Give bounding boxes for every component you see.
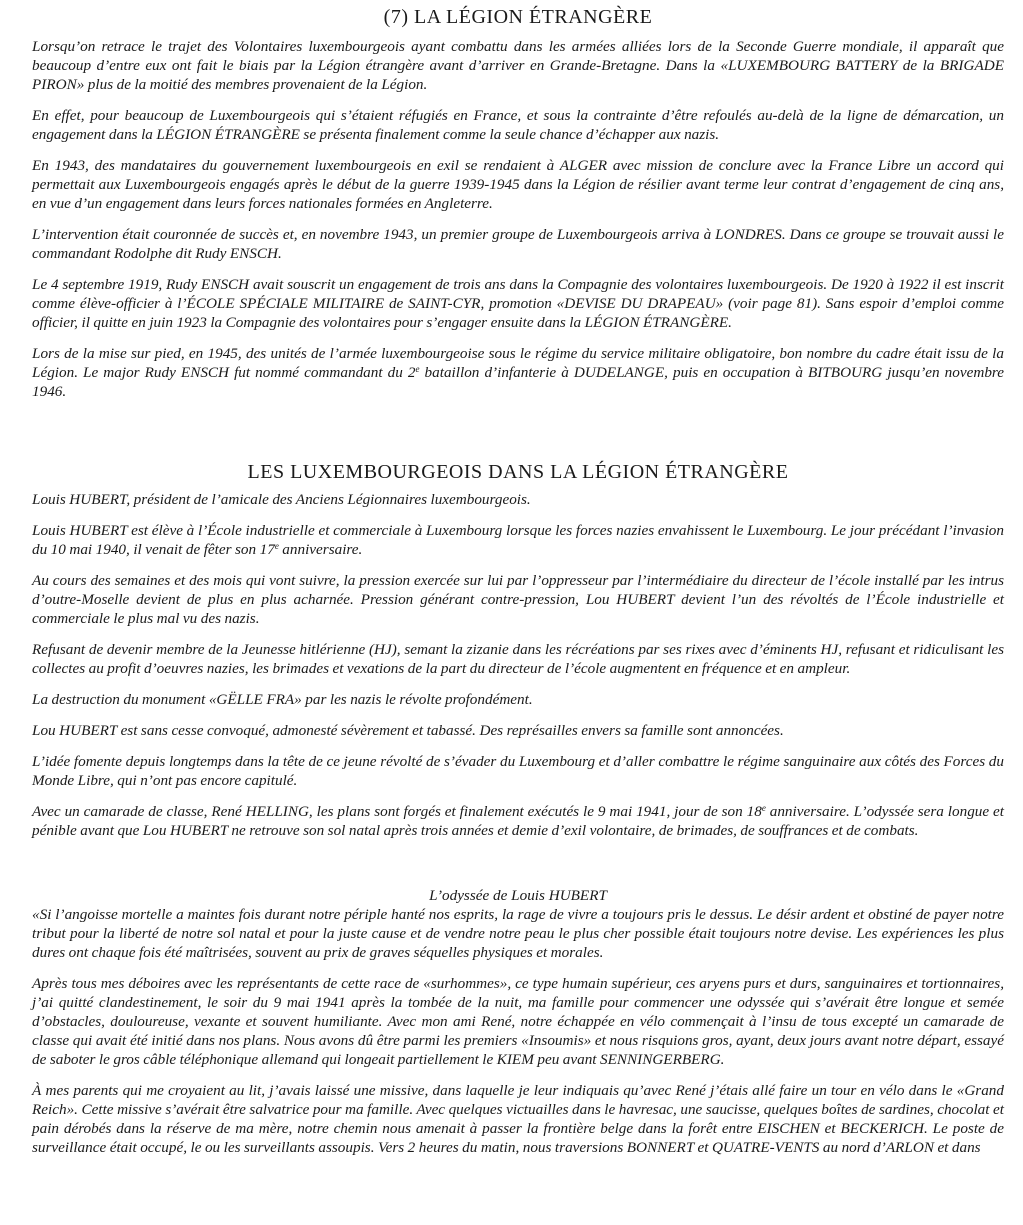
text-run: Louis HUBERT est élève à l’École industrielle et commerciale à Luxembourg lorsque les forces nazies envahissent le Luxembourg. Le jour précédant l’invasion du 10 mai 1940, il venait de fêter son 17 (32, 522, 1004, 558)
paragraph: L’idée fomente depuis longtemps dans la tête de ce jeune révolté de s’évader du Luxembourg et d’aller combattre le régime sanguinaire aux côtés des Forces du Monde Libre, qui n’ont pas encore capitulé. (32, 753, 1004, 789)
text-run: anniversaire. L’odyssée sera longue et pénible avant que Lou HUBERT ne retrouve son sol natal après trois années et demie d’exil volontaire, de brimades, de souffrances et de combats. (32, 803, 1004, 839)
subsection-title-odyssee: L’odyssée de Louis HUBERT (429, 887, 607, 904)
paragraph: Lorsqu’on retrace le trajet des Volontaires luxembourgeois ayant combattu dans les armées alliées lors de la Seconde Guerre mondiale, il apparaît que beaucoup d’entre eux ont fait le biais par la Légion étrangère avant d’arriver en Grande-Bretagne. Dans la «LUXEMBOURG BATTERY de la BRIGADE PIRON» plus de la moitié des membres provenaient de la Légion. (32, 38, 1004, 93)
paragraph: Lou HUBERT est sans cesse convoqué, admonesté sévèrement et tabassé. Des représailles envers sa famille sont annoncées. (32, 722, 784, 739)
section-title-luxembourgeois: LES LUXEMBOURGEOIS DANS LA LÉGION ÉTRANGÈRE (247, 461, 789, 483)
paragraph-quote: À mes parents qui me croyaient au lit, j’avais laissé une missive, dans laquelle je leur indiquais qu’avec René j’étais allé faire un tour en vélo dans le «Grand Reich». Cette missive s’avérait être salvatrice pour ma famille. Avec quelques victuailles dans le havresac, une saucisse, quelques boîtes de sardines, chocolat et pain dérobés dans la réserve de ma mère, notre chemin nous amenait à passer la frontière belge dans la forêt entre EISCHEN et BECKERICH. Le poste de surveillance était occupé, le ou les surveillants assoupis. Vers 2 heures du matin, nous traversions BONNERT et QUATRE-VENTS au nord d’ARLON et dans (32, 1082, 1004, 1156)
section-title-legion: (7) LA LÉGION ÉTRANGÈRE (383, 6, 653, 28)
superscript: e (761, 803, 766, 813)
paragraph-quote: «Si l’angoisse mortelle a maintes fois durant notre périple hanté nos esprits, la rage de vivre a toujours pris le dessus. Le désir ardent et obstiné de payer notre tribut pour la liberté de notre sol natal et pour la juste cause et de vendre notre peau le plus cher possible était toujours notre devise. Les expériences les plus dures ont chaque fois été maîtrisées, souvent au prix de graves séquelles physiques et morales. (32, 906, 1004, 961)
paragraph-intro: Louis HUBERT, président de l’amicale des Anciens Légionnaires luxembourgeois. (32, 491, 531, 508)
superscript: e (415, 364, 420, 374)
paragraph: Refusant de devenir membre de la Jeunesse hitlérienne (HJ), semant la zizanie dans les récréations par ses rixes avec d’éminents HJ, refusant et ridiculisant les collectes au profit d’oeuvres nazies, les brimades et vexations de la part du directeur de l’école augmentent en fréquence et en ampleur. (32, 641, 1004, 677)
paragraph-quote: Après tous mes déboires avec les représentants de cette race de «surhommes», ce type humain supérieur, ces aryens purs et durs, sanguinaires et tortionnaires, j’ai quitté clandestinement, le soir du 9 mai 1941 après la tombée de la nuit, ma famille pour commencer une odyssée qui s’avérait être longue et semée d’obstacles, douloureuse, vexante et souvent humiliante. Avec mon ami René, notre échappée en vélo commençait à l’insu de tous excepté un camarade de classe qui avait été initié dans nos plans. Nous avons dû être parmi les premiers «Insoumis» et nous risquions gros, ayant, deux jours avant notre départ, essayé de saboter le gros câble téléphonique allemand qui longeait partiellement le KIEM peu avant SENNINGERBERG. (32, 975, 1004, 1068)
paragraph: En effet, pour beaucoup de Luxembourgeois qui s’étaient réfugiés en France, et sous la contrainte d’être refoulés au-delà de la ligne de démarcation, un engagement dans la LÉGION ÉTRANGÈRE se présenta finalement comme la seule chance d’échapper aux nazis. (32, 107, 1004, 143)
superscript: e (274, 541, 279, 551)
paragraph (32, 521, 1004, 559)
paragraph: La destruction du monument «GËLLE FRA» par les nazis le révolte profondément. (32, 691, 533, 708)
paragraph: En 1943, des mandataires du gouvernement luxembourgeois en exil se rendaient à ALGER avec mission de conclure avec la France Libre un accord qui permettait aux Luxembourgeois engagés après le début de la guerre 1939-1945 dans la Légion de résilier avant terme leur contrat d’engagement de cinq ans, en vue d’un engagement dans leurs forces nationales formées en Angleterre. (32, 157, 1004, 212)
text-run: Lors de la mise sur pied, en 1945, des unités de l’armée luxembourgeoise sous le régime du service militaire obligatoire, bon nombre du cadre était issu de la Légion. Le major Rudy ENSCH fut nommé commandant du 2 (32, 345, 1004, 381)
paragraph: L’intervention était couronnée de succès et, en novembre 1943, un premier groupe de Luxembourgeois arriva à LONDRES. Dans ce groupe se trouvait aussi le commandant Rodolphe dit Rudy ENSCH. (32, 226, 1004, 262)
document-page (32, 6, 1004, 1169)
paragraph (32, 344, 1004, 401)
paragraph: Le 4 septembre 1919, Rudy ENSCH avait souscrit un engagement de trois ans dans la Compagnie des volontaires luxembourgeois. De 1920 à 1922 il est inscrit comme élève-officier à l’ÉCOLE SPÉCIALE MILITAIRE de SAINT-CYR, promotion «DEVISE DU DRAPEAU» (voir page 81). Sans espoir d’emploi comme officier, il quitte en juin 1923 la Compagnie des volontaires pour s’engager ensuite dans la LÉGION ÉTRANGÈRE. (32, 276, 1004, 331)
paragraph (32, 802, 1004, 840)
text-run: bataillon d’infanterie à DUDELANGE, puis en occupation à BITBOURG jusqu’en novembre 1946. (32, 364, 1004, 400)
paragraph: Au cours des semaines et des mois qui vont suivre, la pression exercée sur lui par l’oppresseur par l’intermédiaire du directeur de l’école installé par les intrus d’outre-Moselle devient de plus en plus acharnée. Pression générant contre-pression, Lou HUBERT devient l’un des révoltés de l’École industrielle et commerciale le plus mal vu des nazis. (32, 572, 1004, 627)
text-run: anniversaire. (278, 541, 363, 558)
text-run: Avec un camarade de classe, René HELLING, les plans sont forgés et finalement exécutés le 9 mai 1941, jour de son 18 (32, 803, 762, 820)
